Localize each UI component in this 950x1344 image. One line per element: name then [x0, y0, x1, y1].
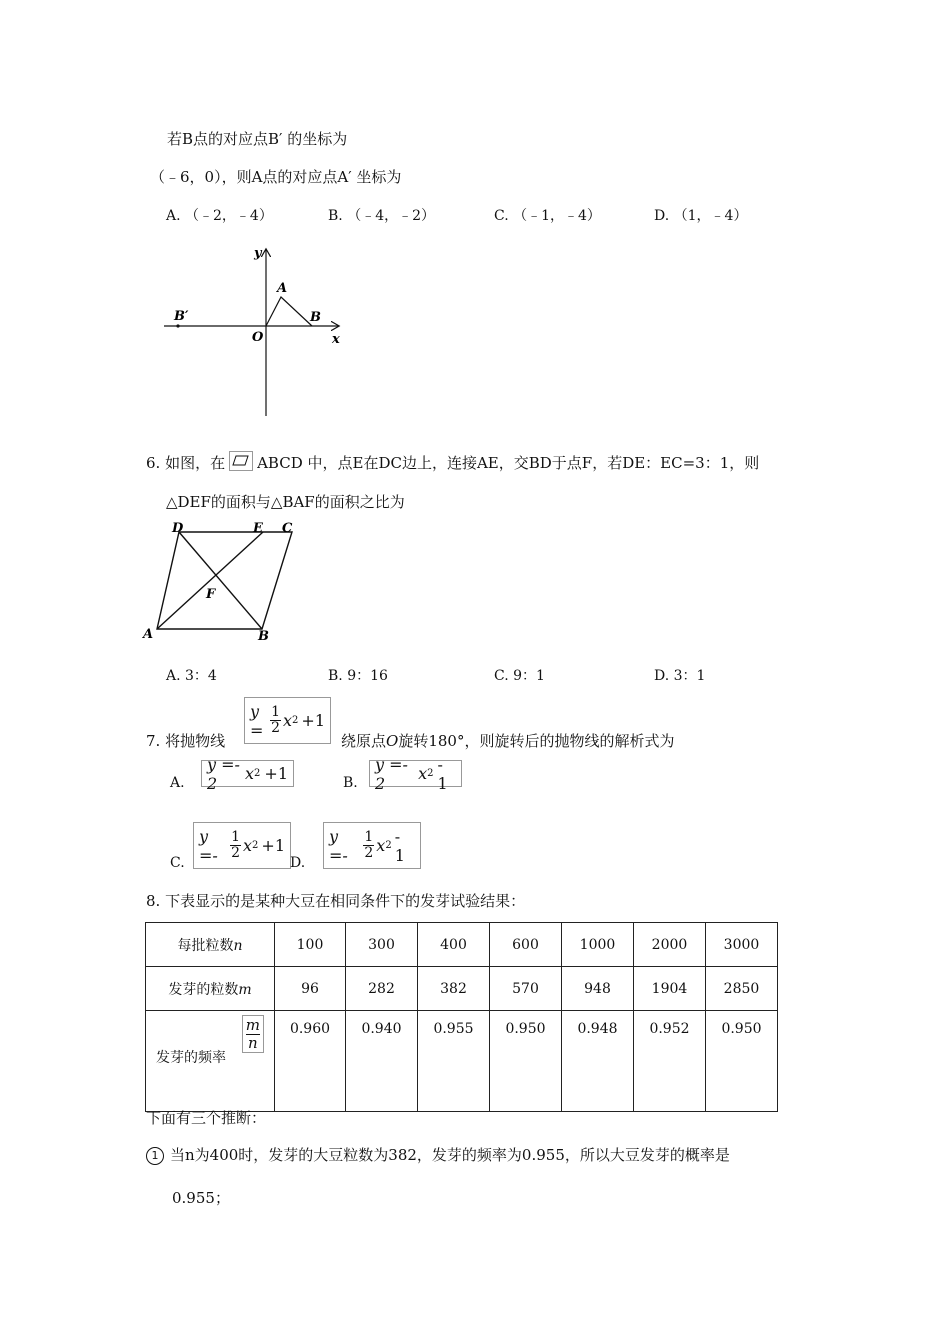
- table-cell: 0.950: [490, 1011, 562, 1112]
- q6-line2: △DEF的面积与△BAF的面积之比为: [166, 493, 405, 511]
- table-cell: 0.955: [418, 1011, 490, 1112]
- q6-option-d: D. 3：1: [654, 668, 706, 684]
- opt-c-tail: +1: [261, 836, 285, 855]
- q7-suffix-o: O: [386, 732, 399, 750]
- frequency-den: n: [248, 1033, 258, 1052]
- label-f: F: [206, 587, 216, 602]
- opt-a-tail: +1: [264, 764, 288, 783]
- circled-number-1: 1: [146, 1147, 164, 1165]
- row2-label-text: 发芽的粒数: [168, 981, 239, 998]
- opt-d-num: 1: [364, 829, 374, 846]
- opt-d-exp: 2: [385, 840, 392, 851]
- q5-option-c: C. （﹣1，﹣4）: [494, 208, 601, 224]
- segment-ae: [157, 532, 263, 629]
- table-cell: 2850: [706, 967, 778, 1011]
- q6-line1-end: ABCD 中，点E在DC边上，连接AE，交BD于点F，若DE：EC=3：1，则: [257, 454, 760, 472]
- segment-bd: [179, 532, 262, 629]
- q7-formula: [244, 697, 331, 744]
- q7-option-a-label: A.: [170, 775, 185, 791]
- table-cell: 300: [346, 923, 418, 967]
- formula-tail: +1: [301, 711, 325, 730]
- table-cell: 1904: [634, 967, 706, 1011]
- opt-c-fraction: [230, 830, 241, 860]
- table-cell: 0.940: [346, 1011, 418, 1112]
- label-e: E: [253, 521, 263, 536]
- q8-title: 8. 下表显示的是某种大豆在相同条件下的发芽试验结果：: [146, 892, 526, 910]
- table-cell: 948: [562, 967, 634, 1011]
- parallelogram-abcd: [157, 532, 292, 629]
- row-label: [146, 1011, 275, 1112]
- q7-option-c-formula: [193, 822, 291, 869]
- row3-label-text: 发芽的频率: [156, 1050, 226, 1066]
- table-cell: 3000: [706, 923, 778, 967]
- table-cell: 0.948: [562, 1011, 634, 1112]
- formula-exp: 2: [292, 715, 299, 726]
- label-a: A: [277, 281, 288, 296]
- table-cell: 96: [275, 967, 346, 1011]
- row1-label-text: 每批粒数: [177, 937, 234, 954]
- table-cell: 1000: [562, 923, 634, 967]
- q6-parallelogram-figure: [140, 518, 310, 648]
- row2-label-var: m: [238, 981, 252, 998]
- fraction-den: 2: [271, 720, 280, 736]
- q6-option-b: B. 9：16: [328, 668, 388, 684]
- opt-c-exp: 2: [252, 840, 259, 851]
- opt-c-var: x: [243, 836, 253, 855]
- frequency-num: m: [245, 1016, 260, 1034]
- germination-table: [145, 922, 778, 1112]
- label-x: x: [332, 332, 340, 347]
- parallelogram-icon: [229, 451, 253, 471]
- formula-fraction: [270, 705, 281, 735]
- q6-line1-start: 6. 如图，在: [146, 454, 226, 472]
- q5-option-d: D. （1，﹣4）: [654, 208, 748, 224]
- row1-label-var: n: [233, 937, 243, 954]
- label-d: D: [172, 521, 184, 536]
- label-c: C: [282, 521, 293, 536]
- q7-option-b-formula: [369, 754, 462, 793]
- label-o: O: [252, 330, 264, 345]
- opt-a-exp: 2: [254, 768, 261, 779]
- fraction-num: 1: [271, 704, 280, 721]
- table-row: [146, 1011, 778, 1112]
- table-cell: 100: [275, 923, 346, 967]
- q5-coordinate-figure: [160, 240, 360, 420]
- table-cell: 2000: [634, 923, 706, 967]
- label-bp: B′: [174, 309, 189, 324]
- opt-b-tail: - 1: [437, 754, 448, 793]
- opt-c-den: 2: [231, 845, 240, 861]
- opt-c-num: 1: [231, 829, 240, 846]
- q7-option-b-label: B.: [343, 775, 358, 791]
- q6-option-a: A. 3：4: [166, 668, 217, 684]
- frequency-fraction: [242, 1015, 264, 1053]
- opt-d-den: 2: [364, 845, 374, 861]
- opt-d-var: x: [376, 836, 386, 855]
- q6-line1: [146, 451, 759, 473]
- q5-option-a: A. （﹣2，﹣4）: [166, 208, 273, 224]
- q7-suffix: [341, 730, 674, 751]
- table-cell: 382: [418, 967, 490, 1011]
- point-bp: [176, 324, 179, 327]
- opt-b-exp: 2: [427, 768, 434, 779]
- label-y: y: [254, 246, 262, 261]
- table-cell: 600: [490, 923, 562, 967]
- table-cell: 570: [490, 967, 562, 1011]
- formula-lhs: y =: [250, 701, 264, 740]
- table-cell: 400: [418, 923, 490, 967]
- opt-a-var: x: [245, 764, 255, 783]
- q7-option-c-label: C.: [170, 855, 185, 871]
- opt-c-lhs: y =-: [199, 826, 218, 865]
- table-row: [146, 967, 778, 1011]
- q7-option-a-formula: [201, 754, 294, 793]
- opt-d-fraction: [363, 830, 374, 860]
- q8-item1-text: 当n为400时，发芽的大豆粒数为382，发芽的频率为0.955，所以大豆发芽的概率是: [170, 1146, 730, 1164]
- q8-item1: [146, 1144, 730, 1165]
- opt-b-lhs: y =- 2: [375, 754, 408, 793]
- table-cell: 282: [346, 967, 418, 1011]
- formula-var: x: [283, 711, 293, 730]
- q7-suffix-a: 绕原点: [341, 732, 387, 750]
- opt-b-var: x: [418, 764, 428, 783]
- q8-item1-cont: 0.955；: [172, 1189, 230, 1207]
- table-cell: 0.952: [634, 1011, 706, 1112]
- q7-suffix-b: 旋转180°，则旋转后的抛物线的解析式为: [398, 732, 675, 750]
- opt-d-lhs: y =-: [329, 826, 348, 865]
- table-cell: 0.950: [706, 1011, 778, 1112]
- table-row: [146, 923, 778, 967]
- q5-option-b: B. （﹣4，﹣2）: [328, 208, 436, 224]
- q7-prefix: 7. 将抛物线: [146, 732, 226, 750]
- table-cell: 0.960: [275, 1011, 346, 1112]
- row-label: [146, 923, 275, 967]
- triangle-oab: [266, 297, 312, 326]
- opt-a-lhs: y =- 2: [207, 754, 240, 793]
- q7-option-d-formula: [323, 822, 421, 869]
- label-b: B: [258, 629, 269, 644]
- q5-line2: （﹣6，0），则A点的对应点A′ 坐标为: [150, 168, 402, 186]
- q5-line1: 若B点的对应点B′ 的坐标为: [167, 130, 348, 148]
- row-label: [146, 967, 275, 1011]
- q8-after: 下面有三个推断：: [146, 1109, 267, 1127]
- opt-d-tail: - 1: [394, 826, 405, 865]
- q6-option-c: C. 9：1: [494, 668, 545, 684]
- label-b: B: [310, 310, 321, 325]
- label-a: A: [143, 627, 154, 642]
- q7-option-d-label: D.: [290, 855, 306, 871]
